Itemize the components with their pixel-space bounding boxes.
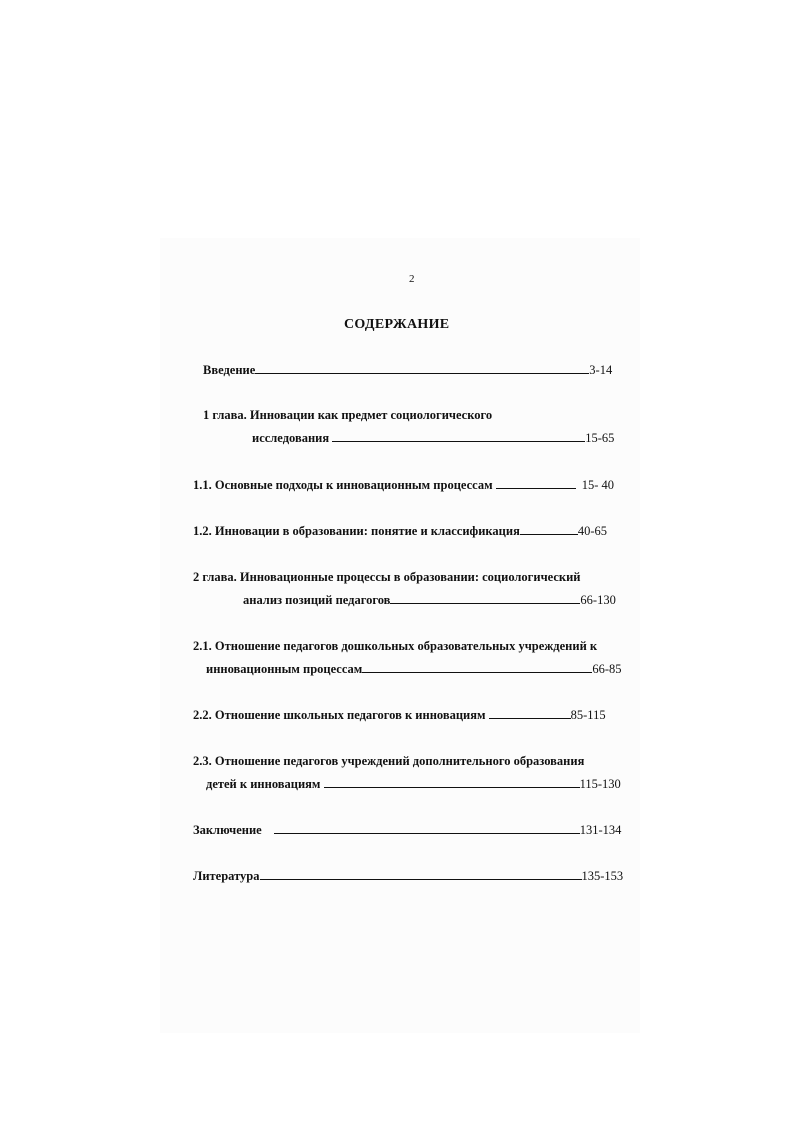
scanned-page	[160, 238, 640, 1033]
toc-entry-pages: 15- 40	[581, 478, 615, 492]
toc-entry-conclusion	[193, 823, 621, 838]
toc-entry-text: 2.3. Отношение педагогов учреждений дополнительного образования	[193, 754, 585, 768]
toc-entry-text: 2.1. Отношение педагогов дошкольных образовательных учреждений к	[193, 639, 598, 653]
toc-entry-text: Литература	[193, 869, 260, 883]
toc-entry-2-1	[193, 639, 597, 654]
leader-line	[260, 869, 582, 880]
toc-entry-text: Введение	[203, 363, 256, 377]
toc-entry-pages: 66-85	[592, 662, 622, 676]
toc-title: СОДЕРЖАНИЕ	[344, 317, 450, 332]
page-number: 2	[409, 273, 415, 285]
leader-line	[274, 823, 580, 834]
toc-entry-2-2	[193, 708, 606, 723]
toc-entry-pages: 40-65	[577, 524, 608, 538]
toc-entry-pages: 85-115	[570, 708, 606, 722]
toc-entry-1-2	[193, 524, 607, 539]
toc-entry-text: исследования	[252, 431, 330, 445]
toc-entry-text: 1.1. Основные подходы к инновационным процессам	[193, 478, 493, 492]
toc-entry-text: Заключение	[193, 823, 262, 837]
toc-entry-pages: 135-153	[581, 869, 624, 883]
toc-entry-2-3	[193, 754, 584, 769]
toc-entry-text: 1 глава. Инновации как предмет социологического	[203, 408, 493, 422]
toc-entry-pages: 115-130	[579, 777, 621, 791]
leader-line	[255, 363, 589, 374]
toc-entry-text: инновационным процессам	[206, 662, 363, 676]
toc-entry-pages: 15-65	[585, 431, 615, 445]
toc-entry-text: анализ позиций педагогов	[243, 593, 391, 607]
toc-entry-chapter-1-cont	[252, 431, 614, 446]
toc-entry-text: детей к инновациям	[206, 777, 321, 791]
toc-entry-text: 2 глава. Инновационные процессы в образовании: социологический	[193, 570, 581, 584]
leader-line	[324, 777, 580, 788]
toc-entry-1-1	[193, 478, 614, 493]
toc-entry-chapter-1	[203, 408, 492, 423]
toc-entry-text: 1.2. Инновации в образовании: понятие и классификация	[193, 524, 520, 538]
leader-line	[390, 593, 580, 604]
leader-line	[362, 662, 592, 673]
leader-line	[489, 708, 571, 719]
leader-line	[332, 431, 585, 442]
toc-entry-introduction	[203, 363, 612, 378]
toc-entry-chapter-2	[193, 570, 580, 585]
leader-line	[496, 478, 576, 489]
leader-line	[520, 524, 578, 535]
toc-entry-2-1-cont	[206, 662, 622, 677]
toc-entry-text: 2.2. Отношение школьных педагогов к инновациям	[193, 708, 486, 722]
toc-entry-literature	[193, 869, 623, 884]
toc-entry-chapter-2-cont	[243, 593, 616, 608]
toc-entry-2-3-cont	[206, 777, 621, 792]
toc-entry-pages: 66-130	[580, 593, 616, 607]
toc-entry-pages: 131-134	[579, 823, 622, 837]
toc-entry-pages: 3-14	[589, 363, 613, 377]
